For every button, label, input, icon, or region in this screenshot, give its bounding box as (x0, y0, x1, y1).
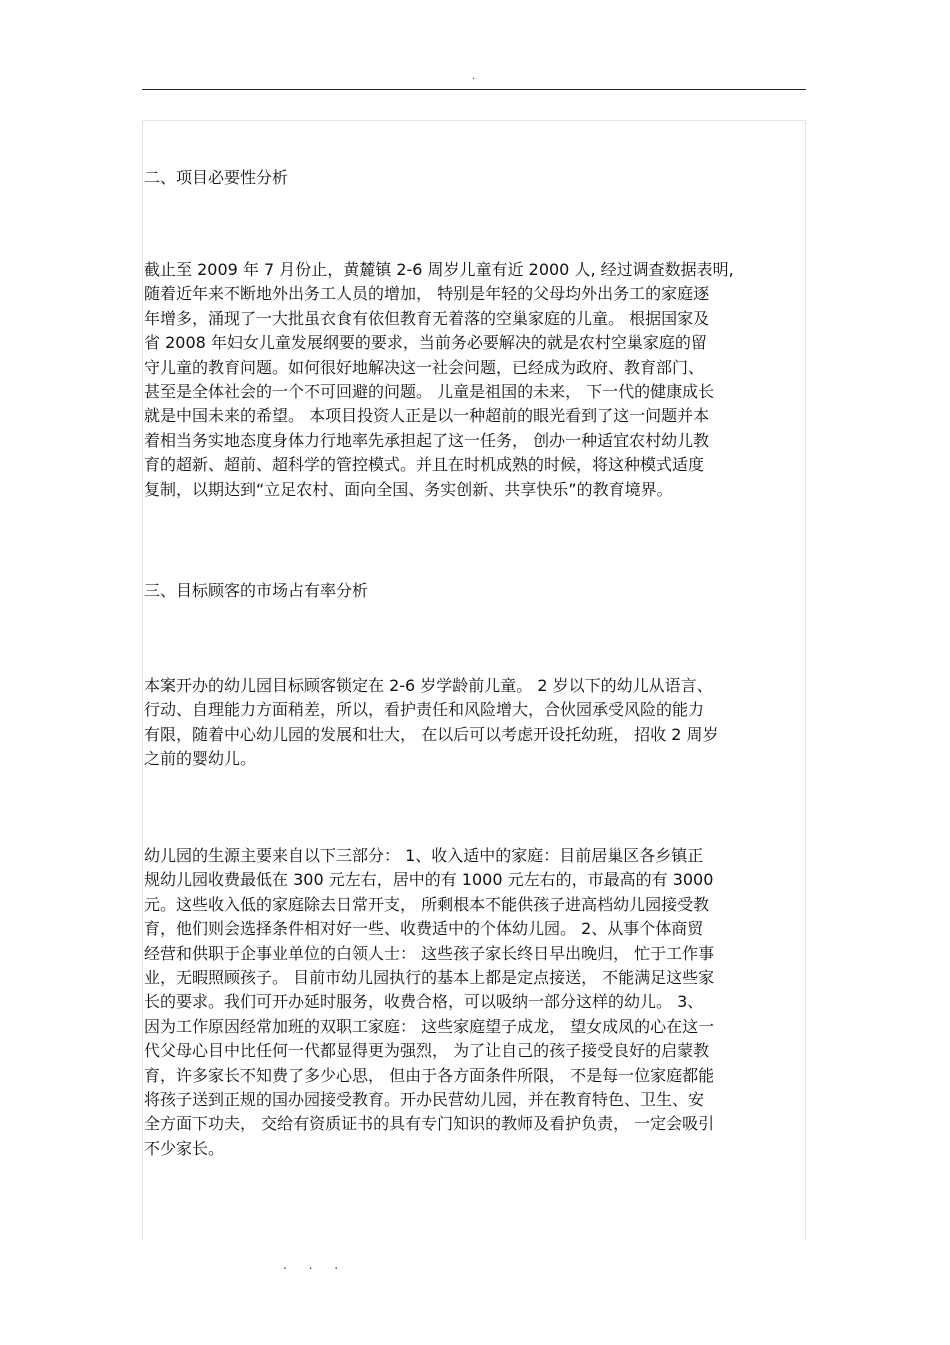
text-line: 行动、自理能力方面稍差，所以，看护责任和风险增大，合伙园承受风险的能力 (144, 700, 705, 720)
text-line: 将孩子送到正规的国办园接受教育。开办民营幼儿园，并在教育特色、卫生、安 (144, 1089, 705, 1109)
text-line: 不少家长。 (144, 1138, 225, 1158)
text-line: 复制，以期达到“立足农村、面向全国、务实创新、共享快乐”的教育境界。 (144, 479, 673, 499)
text-line: 长的要求。我们可开办延时服务，收费合格，可以吸纳一部分这样的幼儿。 3、 (144, 992, 704, 1012)
text-line: 守儿童的教育问题。如何很好地解决这一社会问题，已经成为政府、教育部门、 (144, 357, 705, 377)
text-line: 因为工作原因经常加班的双职工家庭： 这些家庭望子成龙， 望女成凤的心在这一 (144, 1016, 715, 1036)
header-mark: . (472, 71, 476, 82)
section-heading-necessity: 二、项目必要性分析 (144, 168, 289, 187)
footer-mark: . . . (283, 1258, 348, 1272)
text-line: 省 2008 年妇女儿童发展纲要的要求，当前务必要解决的就是农村空巢家庭的留 (144, 333, 707, 353)
text-line: 经营和供职于企事业单位的白领人士： 这些孩子家长终日早出晚归， 忙于工作事 (144, 943, 715, 963)
text-line: 育的超新、超前、超科学的管控模式。并且在时机成熟的时候，将这种模式适度 (144, 455, 705, 475)
student-source-paragraph (144, 844, 808, 1161)
text-line: 育，他们则会选择条件相对好一些、收费适中的个体幼儿园。 2、从事个体商贸 (144, 919, 704, 939)
text-line: 全方面下功夫， 交给有资质证书的具有专门知识的教师及看护负责， 一定会吸引 (144, 1114, 715, 1134)
text-line: 随着近年来不断地外出务工人员的增加， 特别是年轻的父母均外出务工的家庭逐 (144, 284, 710, 304)
text-line: 幼儿园的生源主要来自以下三部分： 1、收入适中的家庭：目前居巢区各乡镇正 (144, 846, 704, 865)
header-rule (142, 89, 806, 90)
text-line: 代父母心目中比任何一代都显得更为强烈， 为了让自己的孩子接受良好的启蒙教 (144, 1041, 710, 1061)
text-line: 年增多，涌现了一大批虽衣食有依但教育无着落的空巢家庭的儿童。 根据国家及 (144, 308, 710, 328)
text-line: 之前的婴幼儿。 (144, 749, 257, 769)
target-customer-paragraph (144, 674, 808, 772)
text-line: 甚至是全体社会的一个不可回避的问题。 儿童是祖国的未来， 下一代的健康成长 (144, 381, 715, 401)
text-line: 本案开办的幼儿园目标顾客锁定在 2-6 岁学龄前儿童。 2 岁以下的幼儿从语言、 (144, 676, 713, 695)
text-line: 就是中国未来的希望。 本项目投资人正是以一种超前的眼光看到了这一问题并本 (144, 406, 710, 426)
text-line: 元。这些收入低的家庭除去日常开支， 所剩根本不能供孩子进高档幼儿园接受教 (144, 894, 710, 914)
text-line: 有限，随着中心幼儿园的发展和壮大， 在以后可以考虑开设托幼班， 招收 2 周岁 (144, 724, 719, 744)
text-line: 业，无暇照顾孩子。 目前市幼儿园执行的基本上都是定点接送， 不能满足这些家 (144, 967, 715, 987)
text-line: 截止至 2009 年 7 月份止，黄麓镇 2-6 周岁儿童有近 2000 人, 经过调查数据表明, (144, 260, 734, 279)
text-line: 规幼儿园收费最低在 300 元左右，居中的有 1000 元左右的，市最高的有 3000 (144, 870, 714, 890)
section-heading-market-share: 三、目标顾客的市场占有率分析 (144, 581, 369, 600)
necessity-paragraph (144, 258, 808, 502)
text-line: 着相当务实地态度身体力行地率先承担起了这一任务， 创办一种适宜农村幼儿教 (144, 430, 710, 450)
text-line: 育，许多家长不知费了多少心思， 但由于各方面条件所限， 不是每一位家庭都能 (144, 1065, 715, 1085)
